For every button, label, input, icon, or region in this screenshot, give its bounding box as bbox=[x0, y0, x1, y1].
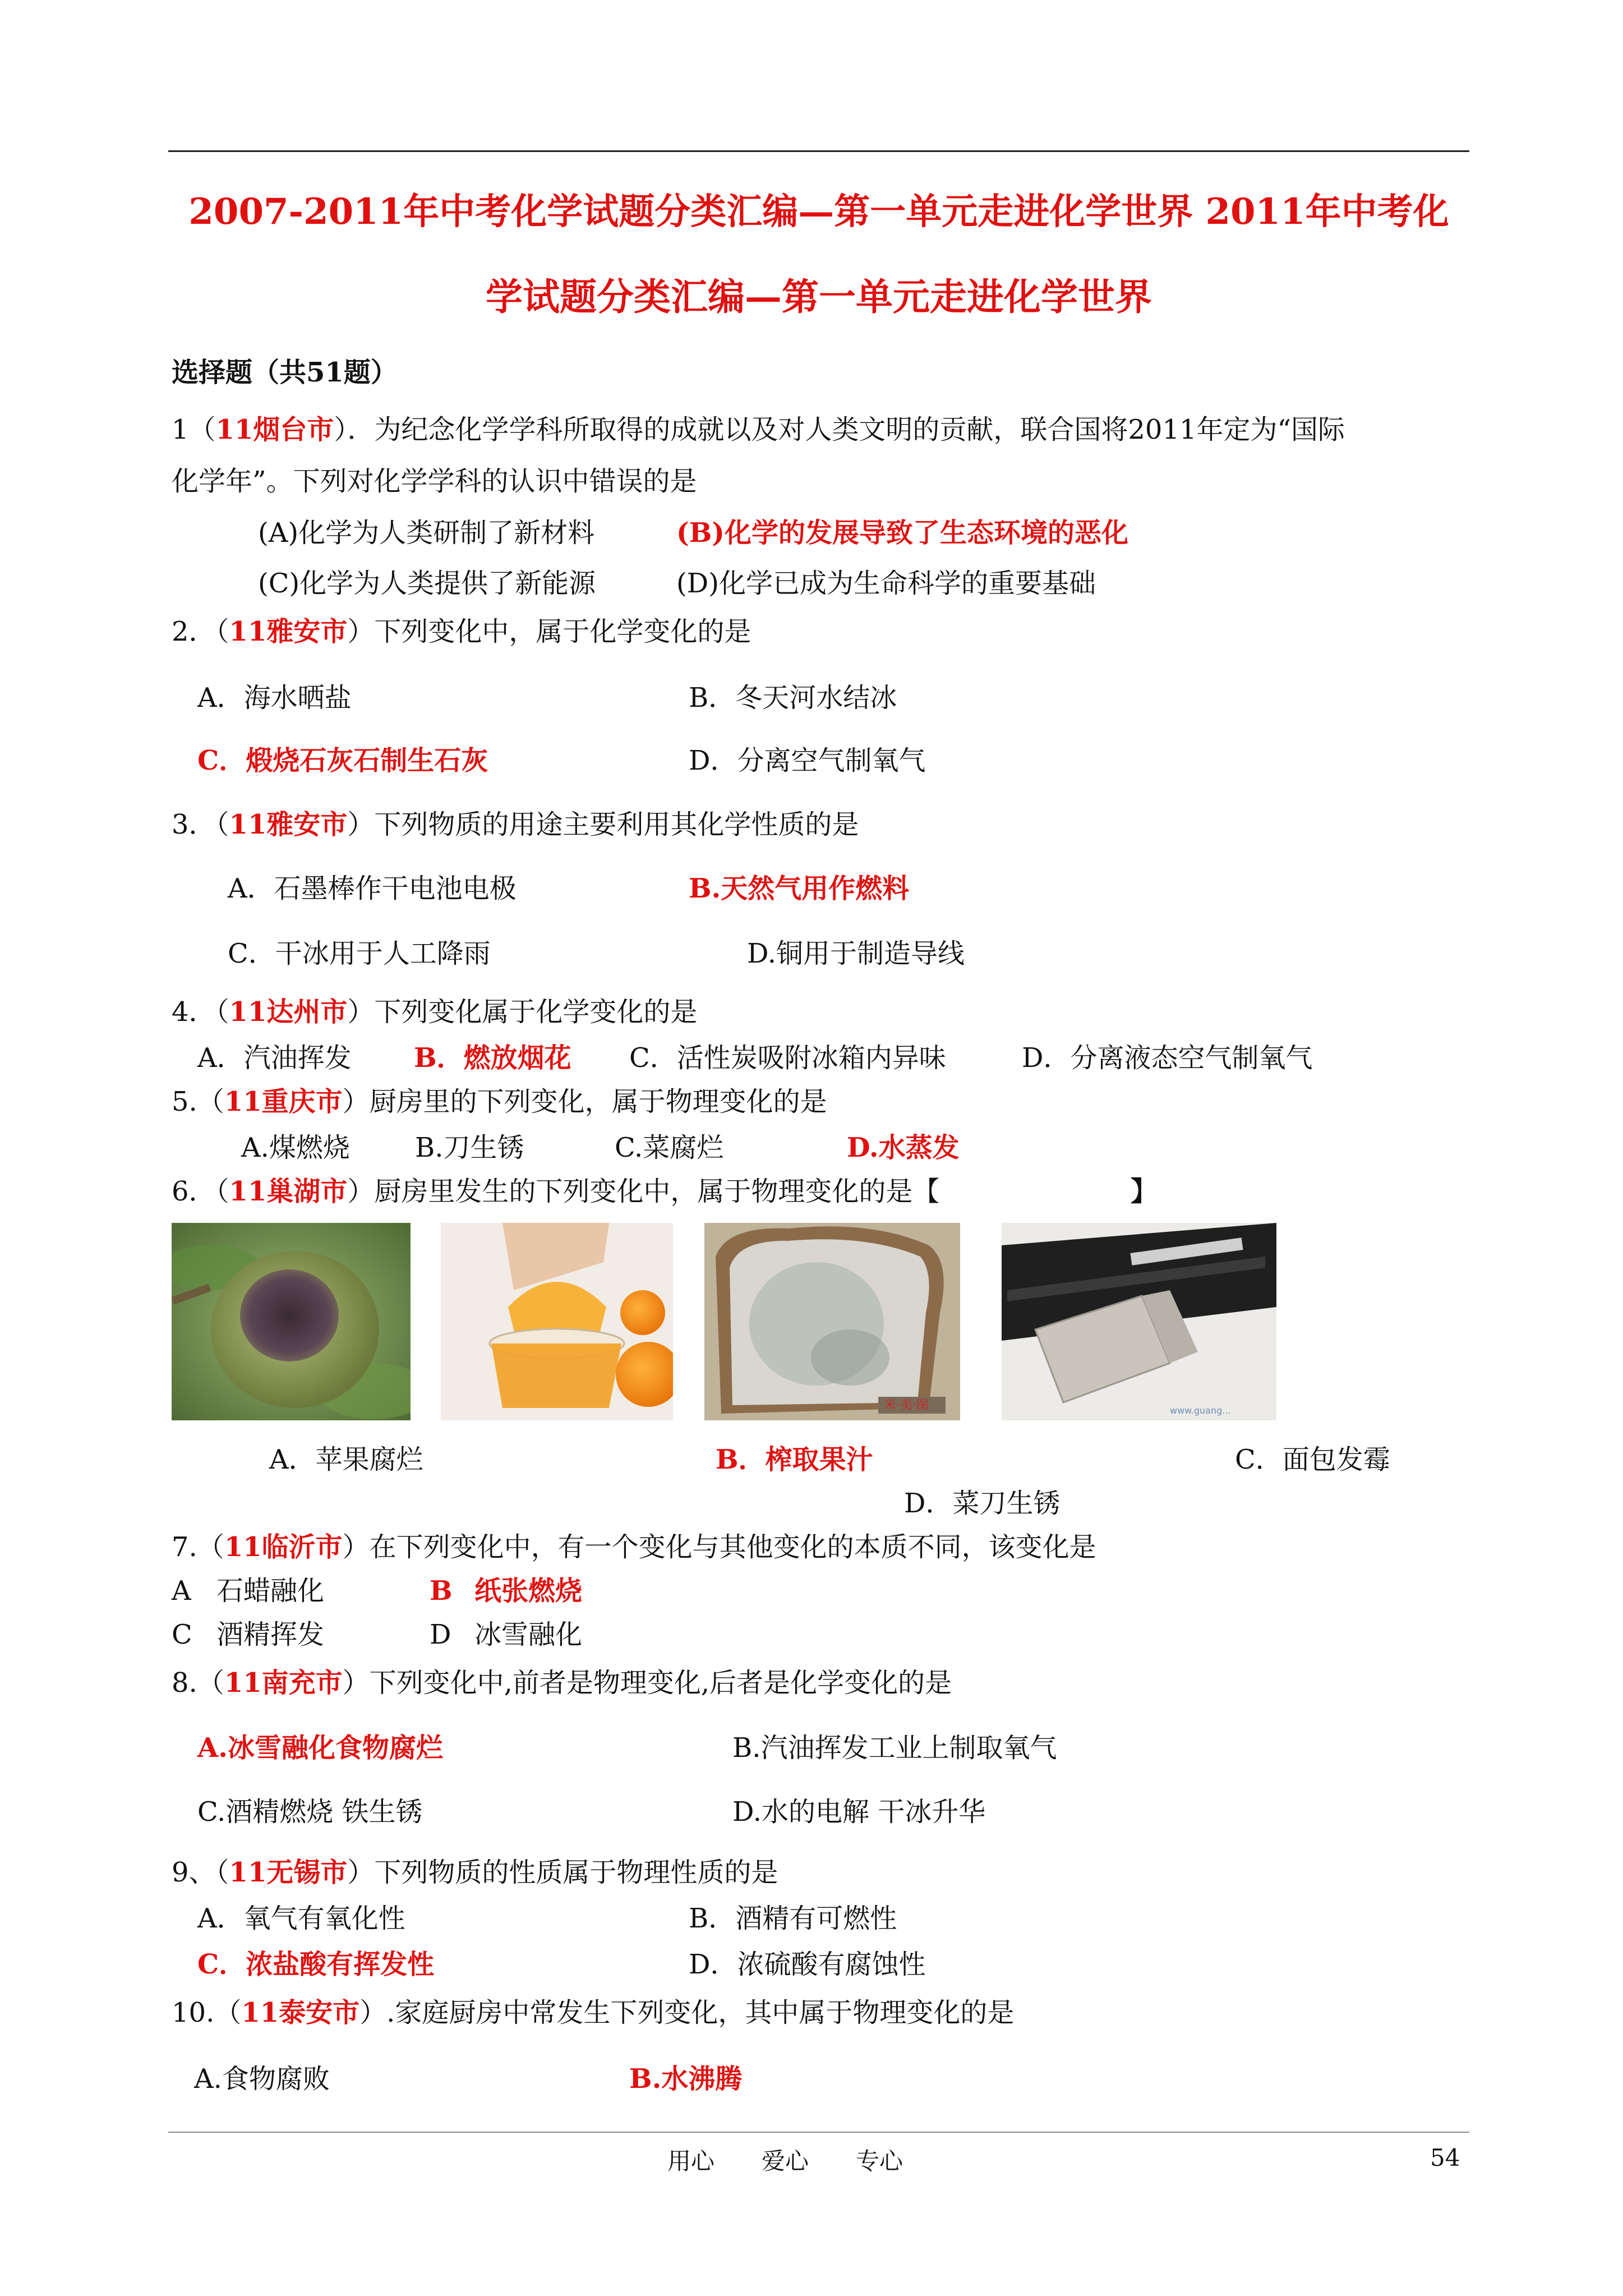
q10-source: 11泰安市 bbox=[241, 1997, 360, 2028]
q1-number: 1（ bbox=[172, 414, 216, 445]
q9-text: ）下列物质的性质属于物理性质的是 bbox=[347, 1857, 778, 1888]
q4-text: ）下列变化属于化学变化的是 bbox=[347, 996, 698, 1028]
q1-text-line2: 化学年”。下列对化学学科的认识中错误的是 bbox=[172, 466, 697, 497]
q4-number: 4．（ bbox=[172, 996, 229, 1028]
q2-text: ）下列变化中，属于化学变化的是 bbox=[347, 616, 751, 647]
q5-option-c: C.菜腐烂 bbox=[615, 1132, 724, 1163]
footer-motto: 用心 爱心 专心 bbox=[667, 2147, 903, 2175]
moldy-bread-photo bbox=[704, 1223, 960, 1420]
q3-number: 3．（ bbox=[172, 809, 229, 840]
q7-option-b-letter: B bbox=[430, 1575, 453, 1607]
q7-option-c-letter: C bbox=[172, 1619, 192, 1650]
q5-number: 5.（ bbox=[172, 1086, 224, 1117]
q5-option-a: A.煤燃烧 bbox=[241, 1132, 350, 1163]
q8-source: 11南充市 bbox=[224, 1667, 343, 1699]
q1-option-d: (D)化学已成为生命科学的重要基础 bbox=[676, 568, 1096, 599]
header-rule bbox=[168, 150, 1469, 152]
q1-option-c: (C)化学为人类提供了新能源 bbox=[258, 568, 596, 599]
q3-text: ）下列物质的用途主要利用其化学性质的是 bbox=[347, 809, 859, 840]
q3-source: 11雅安市 bbox=[229, 809, 348, 840]
q6-source: 11巢湖市 bbox=[229, 1176, 348, 1207]
q6-option-b-answer: B．榨取果汁 bbox=[716, 1444, 873, 1475]
q5-source: 11重庆市 bbox=[224, 1086, 343, 1117]
q2-option-d: D．分离空气制氧气 bbox=[689, 745, 926, 776]
question-5 bbox=[172, 1088, 827, 1115]
q4-option-d: D．分离液态空气制氧气 bbox=[1022, 1042, 1313, 1074]
q7-option-c: 酒精挥发 bbox=[216, 1619, 325, 1650]
q3-option-c: C．干冰用于人工降雨 bbox=[228, 938, 491, 969]
q1-text-line1: ）．为纪念化学学科所取得的成就以及对人类文明的贡献，联合国将2011年定为“国际 bbox=[334, 414, 1345, 445]
q2-number: 2．（ bbox=[172, 616, 229, 647]
q6-text: ）厨房里发生的下列变化中，属于物理变化的是【 bbox=[347, 1176, 940, 1207]
q5-text: ）厨房里的下列变化，属于物理变化的是 bbox=[342, 1086, 827, 1117]
q8-option-d: D.水的电解 干冰升华 bbox=[732, 1796, 986, 1828]
q6-option-a: A．苹果腐烂 bbox=[269, 1444, 423, 1475]
q7-number: 7.（ bbox=[172, 1531, 224, 1563]
q10-number: 10.（ bbox=[172, 1997, 242, 2028]
section-heading: 选择题（共51题） bbox=[172, 357, 398, 388]
question-2 bbox=[172, 618, 751, 645]
question-7 bbox=[172, 1531, 1096, 1563]
question-6 bbox=[172, 1178, 939, 1205]
q8-option-c: C.酒精燃烧 铁生锈 bbox=[197, 1796, 423, 1828]
q7-option-d-letter: D bbox=[430, 1619, 451, 1650]
q3-option-d: D.铜用于制造导线 bbox=[747, 938, 965, 969]
q9-option-a: A．氧气有氧化性 bbox=[197, 1903, 405, 1934]
q9-option-c-answer: C．浓盐酸有挥发性 bbox=[197, 1949, 435, 1980]
svg-text:米·美·图: 米·美·图 bbox=[884, 1398, 929, 1412]
q4-option-b-answer: B．燃放烟花 bbox=[414, 1042, 571, 1074]
q4-source: 11达州市 bbox=[229, 996, 348, 1028]
juicer-photo bbox=[441, 1223, 673, 1420]
q6-option-d: D．菜刀生锈 bbox=[904, 1488, 1061, 1519]
q3-option-b-answer: B.天然气用作燃料 bbox=[689, 873, 910, 904]
q7-option-b-answer: 纸张燃烧 bbox=[474, 1575, 583, 1607]
q9-option-b: B．酒精有可燃性 bbox=[689, 1903, 897, 1934]
q8-option-a-answer: A.冰雪融化食物腐烂 bbox=[197, 1732, 443, 1764]
q4-option-a: A．汽油挥发 bbox=[197, 1042, 352, 1074]
q2-option-c-answer: C．煅烧石灰石制生石灰 bbox=[197, 745, 488, 776]
q2-option-b: B．冬天河水结冰 bbox=[689, 682, 897, 714]
q7-source: 11临沂市 bbox=[224, 1531, 343, 1563]
question-8 bbox=[172, 1667, 952, 1699]
page-title-line2: 学试题分类汇编—第一单元走进化学世界 bbox=[486, 275, 1152, 319]
q7-option-a: 石蜡融化 bbox=[216, 1575, 325, 1607]
q6-number: 6．（ bbox=[172, 1176, 229, 1207]
q7-text: ）在下列变化中，有一个变化与其他变化的本质不同，该变化是 bbox=[342, 1531, 1096, 1563]
q8-text: ）下列变化中,前者是物理变化,后者是化学变化的是 bbox=[342, 1667, 952, 1699]
q2-option-a: A．海水晒盐 bbox=[197, 682, 352, 714]
kitchen-knife-photo bbox=[1002, 1223, 1276, 1420]
q1-option-a: (A)化学为人类研制了新材料 bbox=[258, 517, 595, 549]
q1-option-b-answer: (B)化学的发展导致了生态环境的恶化 bbox=[676, 517, 1128, 549]
q4-option-c: C．活性炭吸附冰箱内异味 bbox=[629, 1042, 946, 1074]
q6-bracket-close: 】 bbox=[1131, 1176, 1158, 1207]
q8-option-b: B.汽油挥发工业上制取氧气 bbox=[732, 1732, 1057, 1764]
question-10 bbox=[172, 1999, 1014, 2026]
q7-option-d: 冰雪融化 bbox=[474, 1619, 583, 1650]
question-3 bbox=[172, 811, 859, 838]
page-number: 54 bbox=[1430, 2144, 1460, 2171]
rotten-apple-photo bbox=[172, 1223, 411, 1420]
q2-source: 11雅安市 bbox=[229, 616, 348, 647]
q6-option-c: C．面包发霉 bbox=[1235, 1444, 1390, 1475]
question-4 bbox=[172, 996, 698, 1028]
q9-number: 9、（ bbox=[172, 1857, 229, 1888]
footer-rule bbox=[168, 2132, 1469, 2133]
question-1 bbox=[172, 416, 1345, 443]
q8-number: 8.（ bbox=[172, 1667, 224, 1699]
q3-option-a: A．石墨棒作干电池电极 bbox=[228, 873, 517, 904]
knife-photo-watermark: www.guang... bbox=[1170, 1405, 1231, 1416]
page-title-line1: 2007-2011年中考化学试题分类汇编—第一单元走进化学世界 2011年中考化 bbox=[188, 191, 1449, 233]
q5-option-d-answer: D.水蒸发 bbox=[847, 1132, 960, 1163]
q10-text: ）.家庭厨房中常发生下列变化，其中属于物理变化的是 bbox=[359, 1997, 1015, 2028]
q9-source: 11无锡市 bbox=[229, 1857, 348, 1888]
q7-option-a-letter: A bbox=[172, 1575, 191, 1607]
q5-option-b: B.刀生锈 bbox=[415, 1132, 524, 1163]
q10-option-b-answer: B.水沸腾 bbox=[629, 2063, 743, 2095]
q9-option-d: D．浓硫酸有腐蚀性 bbox=[689, 1949, 926, 1980]
q10-option-a: A.食物腐败 bbox=[194, 2063, 330, 2095]
q1-source: 11烟台市 bbox=[215, 414, 334, 445]
question-9 bbox=[172, 1859, 778, 1886]
